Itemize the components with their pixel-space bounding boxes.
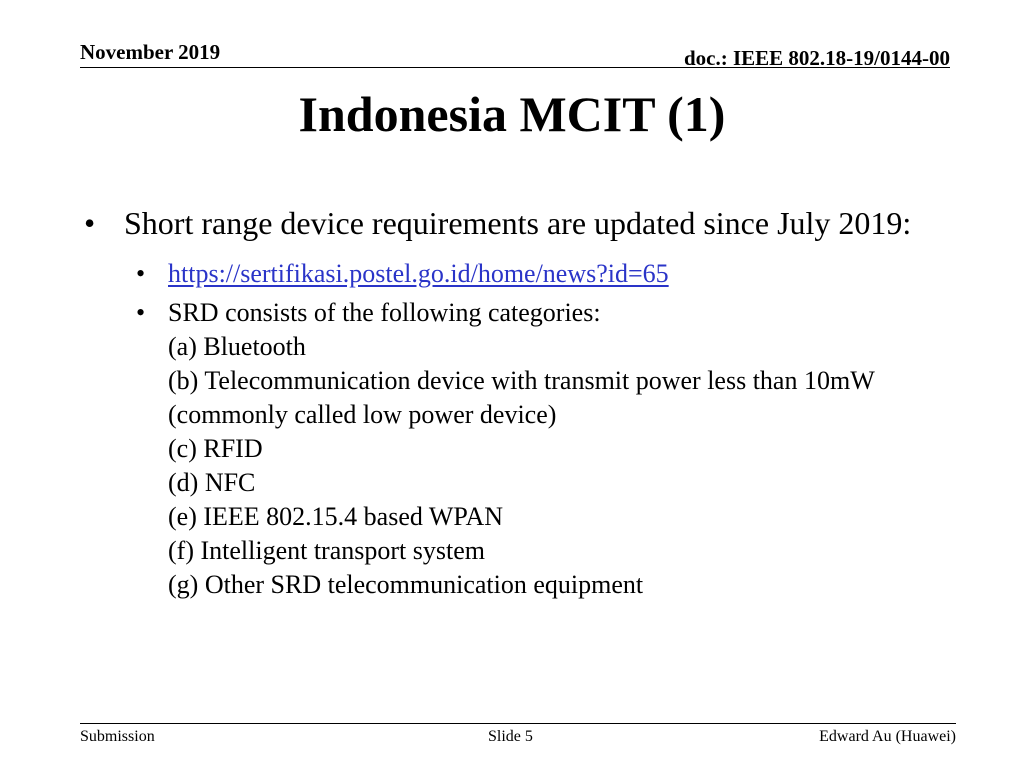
news-link[interactable]: https://sertifikasi.postel.go.id/home/news?id=65 xyxy=(168,259,669,288)
sub-bullet-dot-icon: • xyxy=(136,298,146,327)
header-date: November 2019 xyxy=(80,40,221,64)
bullet-dot-icon: • xyxy=(84,205,96,241)
category-item: (g) Other SRD telecommunication equipment xyxy=(168,570,644,599)
sub-bullet-categories xyxy=(84,296,920,602)
category-item: (a) Bluetooth xyxy=(168,332,306,361)
footer-author: Edward Au (Huawei) xyxy=(819,728,956,745)
bullet-main xyxy=(84,201,920,245)
slide-body xyxy=(84,201,920,602)
category-item: (f) Intelligent transport system xyxy=(168,536,485,565)
footer-divider xyxy=(80,723,956,724)
sub-bullet-link xyxy=(84,257,920,291)
slide-title: Indonesia MCIT (1) xyxy=(298,86,726,142)
category-item: (c) RFID xyxy=(168,434,263,463)
bullet-main-text: Short range device requirements are updated since July 2019: xyxy=(124,205,912,241)
footer-submission: Submission xyxy=(80,728,155,745)
category-item: (b) Telecommunication device with transmit power less than 10mW (commonly called low power device) xyxy=(168,366,875,429)
categories-intro: SRD consists of the following categories: xyxy=(168,298,601,327)
header-doc-id: doc.: IEEE 802.18-19/0144-00 xyxy=(683,46,950,70)
sub-bullet-dot-icon: • xyxy=(136,259,146,288)
footer-slide-number: Slide 5 xyxy=(488,728,533,745)
category-item: (d) NFC xyxy=(168,468,256,497)
header-divider xyxy=(80,67,950,68)
category-item: (e) IEEE 802.15.4 based WPAN xyxy=(168,502,504,531)
